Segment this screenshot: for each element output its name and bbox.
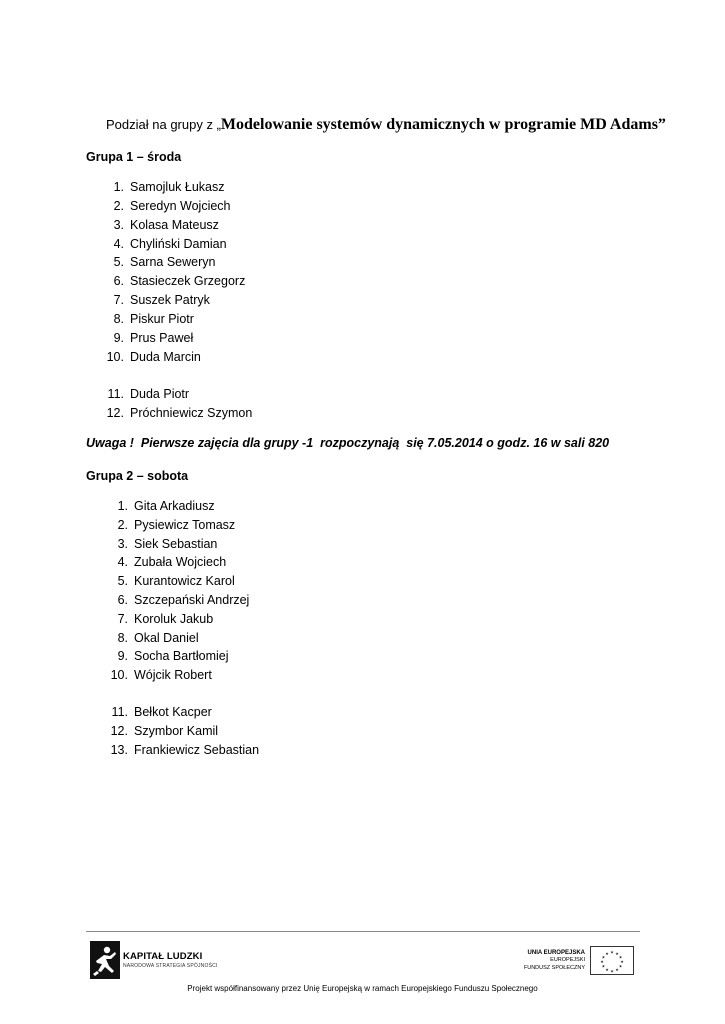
svg-text:★: ★ — [610, 968, 614, 974]
list-item-name: Duda Piotr — [130, 387, 190, 401]
list-item-number: 11. — [111, 705, 128, 719]
list-item-number: 8. — [113, 312, 124, 326]
list-item-number: 12. — [106, 406, 124, 420]
list-item-name: Próchniewicz Szymon — [130, 406, 253, 420]
svg-text:★: ★ — [600, 959, 604, 964]
kapital-ludzki-title: KAPITAŁ LUDZKI — [123, 951, 203, 962]
list-item-name: Frankiewicz Sebastian — [134, 743, 260, 757]
footer-divider — [86, 931, 640, 932]
svg-text:★: ★ — [615, 950, 619, 956]
notice-text: Uwaga ! Pierwsze zajęcia dla grupy -1 rozpoczynają się 7.05.2014 o godz. 16 w sali 820 — [86, 436, 610, 450]
list-item-number: 10. — [110, 668, 128, 682]
list-item-number: 3. — [113, 218, 124, 232]
list-item-number: 13. — [110, 743, 128, 757]
list-item — [113, 253, 216, 271]
list-item-name: Suszek Patryk — [130, 293, 210, 307]
list-item — [117, 572, 235, 590]
svg-text:★: ★ — [605, 950, 609, 956]
list-item-name: Samojluk Łukasz — [130, 180, 225, 194]
kapital-ludzki-subtitle: NARODOWA STRATEGIA SPÓJNOŚCI — [123, 963, 218, 969]
list-item — [117, 516, 236, 534]
list-item-name: Siek Sebastian — [134, 537, 218, 551]
list-item-name: Seredyn Wojciech — [130, 199, 231, 213]
eu-label-line2: EUROPEJSKI — [550, 957, 585, 963]
eu-label-line1: UNIA EUROPEJSKA — [527, 950, 585, 956]
list-item — [111, 703, 212, 721]
list-item-name: Stasieczek Grzegorz — [130, 274, 246, 288]
list-item-number: 6. — [113, 274, 124, 288]
list-item — [113, 329, 194, 347]
svg-text:★: ★ — [601, 954, 606, 960]
list-item — [110, 722, 219, 740]
svg-text:★: ★ — [605, 967, 609, 973]
list-item-name: Chyliński Damian — [130, 237, 227, 251]
list-item-name: Szymbor Kamil — [134, 724, 219, 738]
list-item-name: Kurantowicz Karol — [134, 574, 235, 588]
footer-funding-note: Projekt współfinansowany przez Unię Europejską w ramach Europejskiego Funduszu Społecznego — [187, 984, 538, 993]
eu-label-line3: FUNDUSZ SPOŁECZNY — [523, 964, 585, 971]
list-item — [110, 741, 260, 759]
group2-heading: Grupa 2 – sobota — [86, 469, 189, 483]
list-item-number: 9. — [113, 331, 124, 345]
eu-flag-icon — [590, 946, 634, 975]
list-item-name: Koroluk Jakub — [134, 612, 214, 626]
list-item-number: 2. — [117, 518, 128, 532]
title-prefix: Podział na grupy z „ — [106, 117, 221, 132]
list-item-number: 1. — [113, 180, 124, 194]
list-item — [117, 497, 215, 515]
list-item-name: Wójcik Robert — [134, 668, 212, 682]
list-item-number: 1. — [117, 499, 128, 513]
list-item — [113, 272, 246, 290]
list-item-number: 4. — [113, 237, 124, 251]
list-item — [113, 197, 231, 215]
list-item-number: 3. — [117, 537, 128, 551]
svg-text:★: ★ — [601, 963, 606, 969]
svg-text:★: ★ — [618, 963, 623, 969]
list-item-name: Okal Daniel — [134, 631, 199, 645]
group1-heading: Grupa 1 – środa — [86, 150, 182, 164]
list-item-number: 5. — [113, 255, 124, 269]
list-item — [117, 535, 218, 553]
list-item — [113, 216, 219, 234]
list-item-name: Szczepański Andrzej — [134, 593, 250, 607]
list-item — [106, 348, 201, 366]
list-item — [110, 666, 212, 684]
list-item-name: Sarna Seweryn — [130, 255, 216, 269]
list-item — [107, 385, 190, 403]
list-item-number: 5. — [117, 574, 128, 588]
kapital-ludzki-logo-icon — [90, 941, 120, 979]
eu-fund-label — [524, 949, 585, 972]
svg-text:★: ★ — [618, 954, 623, 960]
list-item-number: 4. — [117, 555, 128, 569]
list-item — [113, 178, 225, 196]
list-item-name: Prus Paweł — [130, 331, 194, 345]
list-item-name: Gita Arkadiusz — [134, 499, 215, 513]
list-item-name: Kolasa Mateusz — [130, 218, 219, 232]
list-item — [113, 310, 194, 328]
page-title — [106, 116, 666, 134]
list-item-number: 12. — [110, 724, 128, 738]
list-item-number: 6. — [117, 593, 128, 607]
list-item-number: 8. — [117, 631, 128, 645]
svg-text:★: ★ — [620, 959, 624, 964]
list-item-number: 9. — [117, 649, 128, 663]
list-item-name: Socha Bartłomiej — [134, 649, 229, 663]
list-item-number: 10. — [106, 350, 124, 364]
svg-text:★: ★ — [615, 967, 619, 973]
list-item — [106, 404, 253, 422]
list-item-name: Bełkot Kacper — [134, 705, 212, 719]
list-item-number: 2. — [113, 199, 124, 213]
list-item — [113, 235, 227, 253]
svg-text:★: ★ — [610, 949, 614, 955]
list-item — [117, 629, 199, 647]
list-item-number: 7. — [117, 612, 128, 626]
list-item — [117, 553, 227, 571]
list-item-name: Zubała Wojciech — [134, 555, 227, 569]
list-item-number: 11. — [107, 387, 124, 401]
list-item-number: 7. — [113, 293, 124, 307]
list-item — [117, 610, 214, 628]
list-item — [117, 647, 229, 665]
course-name: Modelowanie systemów dynamicznych w programie MD Adams” — [220, 116, 666, 133]
list-item-name: Pysiewicz Tomasz — [134, 518, 236, 532]
list-item — [113, 291, 210, 309]
list-item-name: Duda Marcin — [130, 350, 201, 364]
list-item-name: Piskur Piotr — [130, 312, 194, 326]
list-item — [117, 591, 250, 609]
